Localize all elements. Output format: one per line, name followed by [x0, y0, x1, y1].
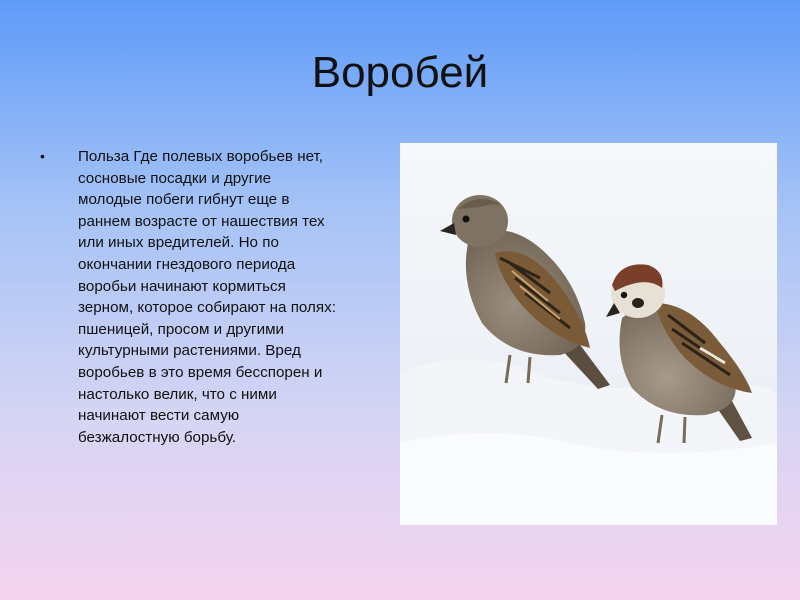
bullet-text: Польза Где полевых воробьев нет, сосновые посадки и другие молодые побеги гибнут еще в раннем возрасте от нашествия тех или иных вредителей. Но по окончании гнездового периода воробьи начинают кормиться зерном, которое собирают на полях: пшеницей, просом и другими культурными растениями. Вред воробьев в это время бесспорен и настолько велик, что с ними начинают вести самую безжалостную борьбу.	[78, 148, 336, 446]
bullet-item	[40, 146, 385, 448]
sparrows-illustration	[400, 143, 777, 525]
slide-content	[40, 146, 385, 448]
sparrows-on-snow-photo	[400, 143, 777, 525]
bullet-marker: •	[40, 148, 45, 164]
slide-title: Воробей	[311, 48, 489, 97]
